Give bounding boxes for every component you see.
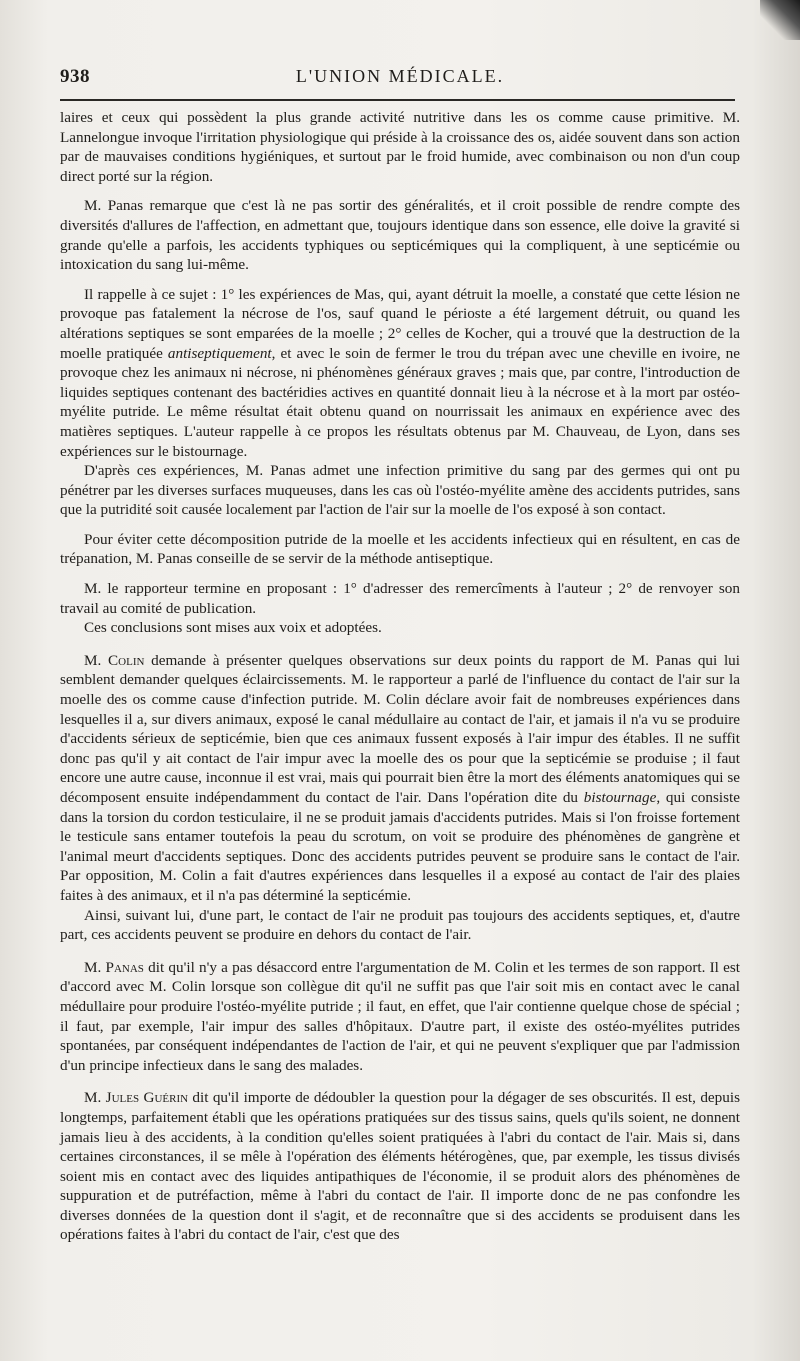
paragraph-antiseptic: Pour éviter cette décomposition putride de la moelle et les accidents infectieux qui en résultent, en cas de trépanation, M. Panas conseille de se servir de la méthode antiseptique. — [60, 530, 740, 568]
paragraph-colin — [60, 651, 740, 906]
header-rule — [60, 99, 735, 101]
text-segment: Il rappelle à ce sujet : 1° les expériences de Mas, qui, ayant détruit la moelle, a constaté que cette lésion ne provoque pas fatalement la nécrose de l'os, sauf quand le périoste a été largement détruit, ou quand les altérations septiques se sont emparées de la moelle ; 2° celles de Kocher, qui a trouvé que la destruction de la moelle pratiquée — [60, 285, 740, 362]
text-segment: dit qu'il importe de dédoubler la question pour la dégager de ses obscurités. Il est, depuis longtemps, parfaitement établi que les opérations pratiquées sur des tissus sains, quels qu'ils soient, ne donnent jamais lieu à des accidents, à la condition qu'elles soient pratiquées à l'abri du contact de l'air. Mais si, dans certaines circonstances, il se mêle à l'opération des éléments hétérogènes, que, par exemple, les tissus divisés soient mis en contact avec des liquides antipathiques de l'économie, il se produit alors des phénomènes de suppuration et de putréfaction, même à l'abri du contact de l'air. Il importe donc de ne pas confondre les diverses données de la question dont il s'agit, et de reconnaître que si des accidents se produisent dans les opérations faites à l'abri du contact de l'air, c'est que des — [60, 1089, 740, 1244]
italic-term: bistournage — [583, 789, 657, 806]
running-title: L'UNION MÉDICALE. — [295, 66, 505, 86]
article-body — [60, 108, 740, 1245]
speaker-name: M. Colin — [84, 651, 145, 669]
italic-term: antiseptiquement — [167, 344, 272, 362]
paragraph-guerin — [60, 1088, 740, 1245]
page-header — [60, 62, 740, 90]
paragraph-infection: D'après ces expériences, M. Panas admet une infection primitive du sang par des germes qui ont pu pénétrer par les diverses surfaces muqueuses, dans les cas où l'ostéo-myélite amène des accidents putrides, sans que la putridité soit causée localement par l'action de l'air sur la moelle de l'os exposé à son contact. — [60, 462, 740, 519]
paragraph-continuation: laires et ceux qui possèdent la plus grande activité nutritive dans les os comme cause primitive. M. Lannelongue invoque l'irritation physiologique qui préside à la croissance des os, aidée souvent dans son action par de mauvaises conditions hygiéniques, et surtout par le froid humide, avec combinaison ou non d'un coup direct porté sur la région. — [60, 109, 740, 185]
paragraph-vote: Ces conclusions sont mises aux voix et adoptées. — [84, 619, 382, 637]
paragraph-panas-remark: M. Panas remarque que c'est là ne pas sortir des généralités, et il croit possible de rendre compte des diversités d'allures de l'affection, en admettant que, toujours identique dans son essence, elle doive la gravité si grande qu'elle a parfois, les accidents typhiques ou septicémiques qui la compliquent, à une septicémie ou intoxication du sang lui-même. — [60, 197, 740, 274]
text-segment: dit qu'il n'y a pas désaccord entre l'argumentation de M. Colin et les termes de son rapport. Il est d'accord avec M. Colin lorsque son collègue dit qu'il ne suffit pas que l'air soit mis en contact avec le canal médullaire pour produire l'ostéo-myélite putride ; il faut, en effet, que l'air contienne quelque chose de spécial ; il faut, par exemple, l'air impur des salles d'hôpitaux. D'autre part, il existe des ostéo-myélites putrides spontanées, par conséquent indépendantes de l'action de l'air, et qui ne peuvent s'expliquer que par l'admission d'un principe infectieux dans le sang des malades. — [60, 958, 741, 1074]
paragraph-experiences — [60, 285, 740, 461]
speaker-name: M. Panas — [84, 958, 144, 976]
paragraph-conclusion: M. le rapporteur termine en proposant : 1° d'adresser des remercîments à l'auteur ; 2° de renvoyer son travail au comité de publication. — [60, 580, 740, 617]
text-segment: demande à présenter quelques observations sur deux points du rapport de M. Panas qui lui semblent demander quelques éclaircissements. M. le rapporteur a parlé de l'influence du contact de l'air sur la moelle des os comme cause d'infection putride. M. Colin déclare avoir fait de nombreuses expériences dans lesquelles il a, sur divers animaux, exposé le canal médullaire au contact de l'air, et jamais il n'a vu se produire d'accidents sérieux de septicémie, bien que ces animaux fussent exposés à l'air impur des étables. Il ne suffit donc pas qu'il y ait contact de l'air impur avec la moelle des os pour que la septicémie se produise ; il faut encore une autre cause, inconnue il est vrai, mais qui pourrait bien être la mort des éléments anatomiques qui se décomposent ensuite indépendamment du contact de l'air. Dans l'opération dite du — [60, 651, 740, 806]
paragraph-colin-summary: Ainsi, suivant lui, d'une part, le contact de l'air ne produit pas toujours des accidents septiques, et, d'autre part, ces accidents peuvent se produire en dehors du contact de l'air. — [60, 906, 740, 944]
speaker-name: M. Jules Guérin — [84, 1089, 189, 1107]
page-corner-shadow — [760, 0, 800, 40]
page-number: 938 — [60, 66, 90, 87]
text-segment: , qui consiste dans la torsion du cordon testiculaire, il ne se produit jamais d'accidents putrides. Mais si l'on froisse fortement le testicule sans entamer toutefois la peau du scrotum, on voit se produire des phénomènes de gangrène et l'animal meurt d'accidents septiques. Donc des accidents putrides peuvent se produire sans le contact de l'air. Par opposition, M. Colin a fait d'autres expériences dans lesquelles il a exposé au contact de l'air des plaies faites à des animaux, et il n'a pas déterminé la septicémie. — [60, 789, 740, 904]
text-segment: , et avec le soin de fermer le trou du trépan avec une cheville en ivoire, ne provoque chez les animaux ni nécrose, ni phénomènes généraux graves ; mais que, par contre, l'introduction de liquides septiques contenant des bactéridies actives en quantité donnait lieu à la nécrose et à la mort par ostéo-myélite putride. Le même résultat était obtenu quand on nourrissait les animaux en expérience avec des matières septiques. L'auteur rappelle à ce propos les résultats obtenus par M. Chauveau, de Lyon, dans ses expériences sur le bistournage. — [60, 344, 740, 460]
paragraph-panas-reply — [60, 958, 740, 1076]
